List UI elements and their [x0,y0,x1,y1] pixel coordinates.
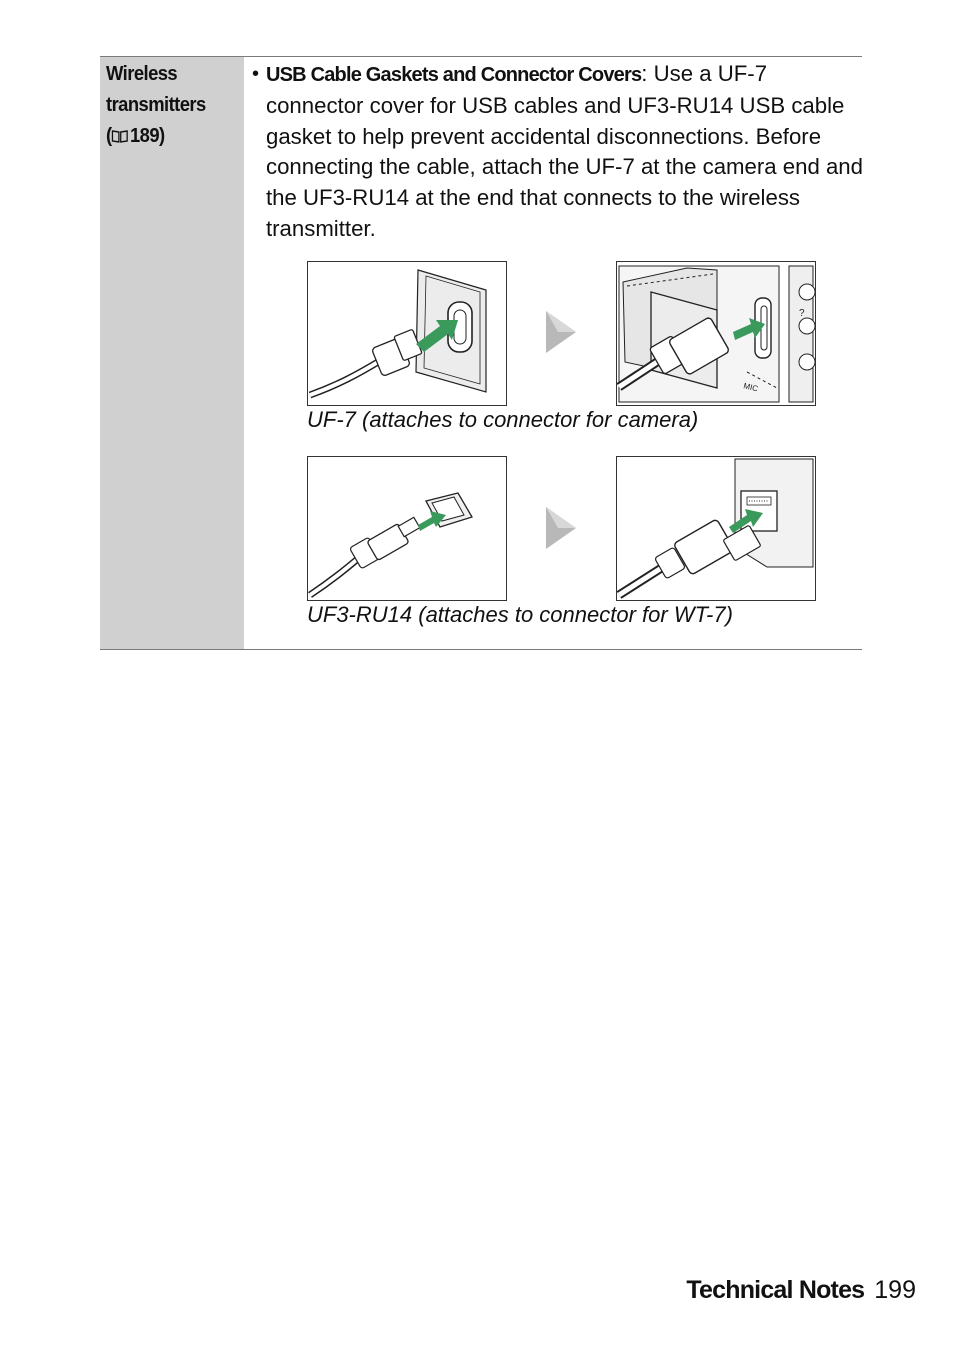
camera-label-mic: MIC [742,381,759,394]
page-footer [686,1276,916,1305]
term-ref-open: ( [106,125,112,147]
uf7-camera-figure [616,261,816,406]
uf3-cable-figure [307,456,507,601]
term-line2: transmitters [106,94,206,116]
description-body: : Use a UF-7 connector cover for USB cables and UF3-RU14 USB cable gasket to help prevent accidental disconnections. Before connecting the cable, attach the UF-7 at the camera end and the UF3-RU14 at the end that connects to the wireless transmitter. [266,61,863,241]
term-label [106,59,229,152]
bullet-dot: • [252,63,260,85]
term-ref-page: 189) [129,125,165,147]
camera-label-q: ? [799,308,805,319]
book-icon [112,130,129,143]
page-number: 199 [874,1276,916,1304]
step-arrow-icon [544,503,580,553]
uf3-transmitter-figure [616,456,816,601]
term-column [100,57,244,649]
uf3-caption: UF3-RU14 (attaches to connector for WT-7) [307,602,733,627]
footer-section-title: Technical Notes [686,1276,865,1304]
step-arrow-icon [544,307,580,357]
uf7-cable-figure [307,261,507,406]
uf7-caption: UF-7 (attaches to connector for camera) [307,407,699,432]
description-paragraph [266,59,866,245]
spec-table [100,56,862,650]
term-line1: Wireless [106,63,178,85]
lead-heading: USB Cable Gaskets and Connector Covers [266,64,642,86]
